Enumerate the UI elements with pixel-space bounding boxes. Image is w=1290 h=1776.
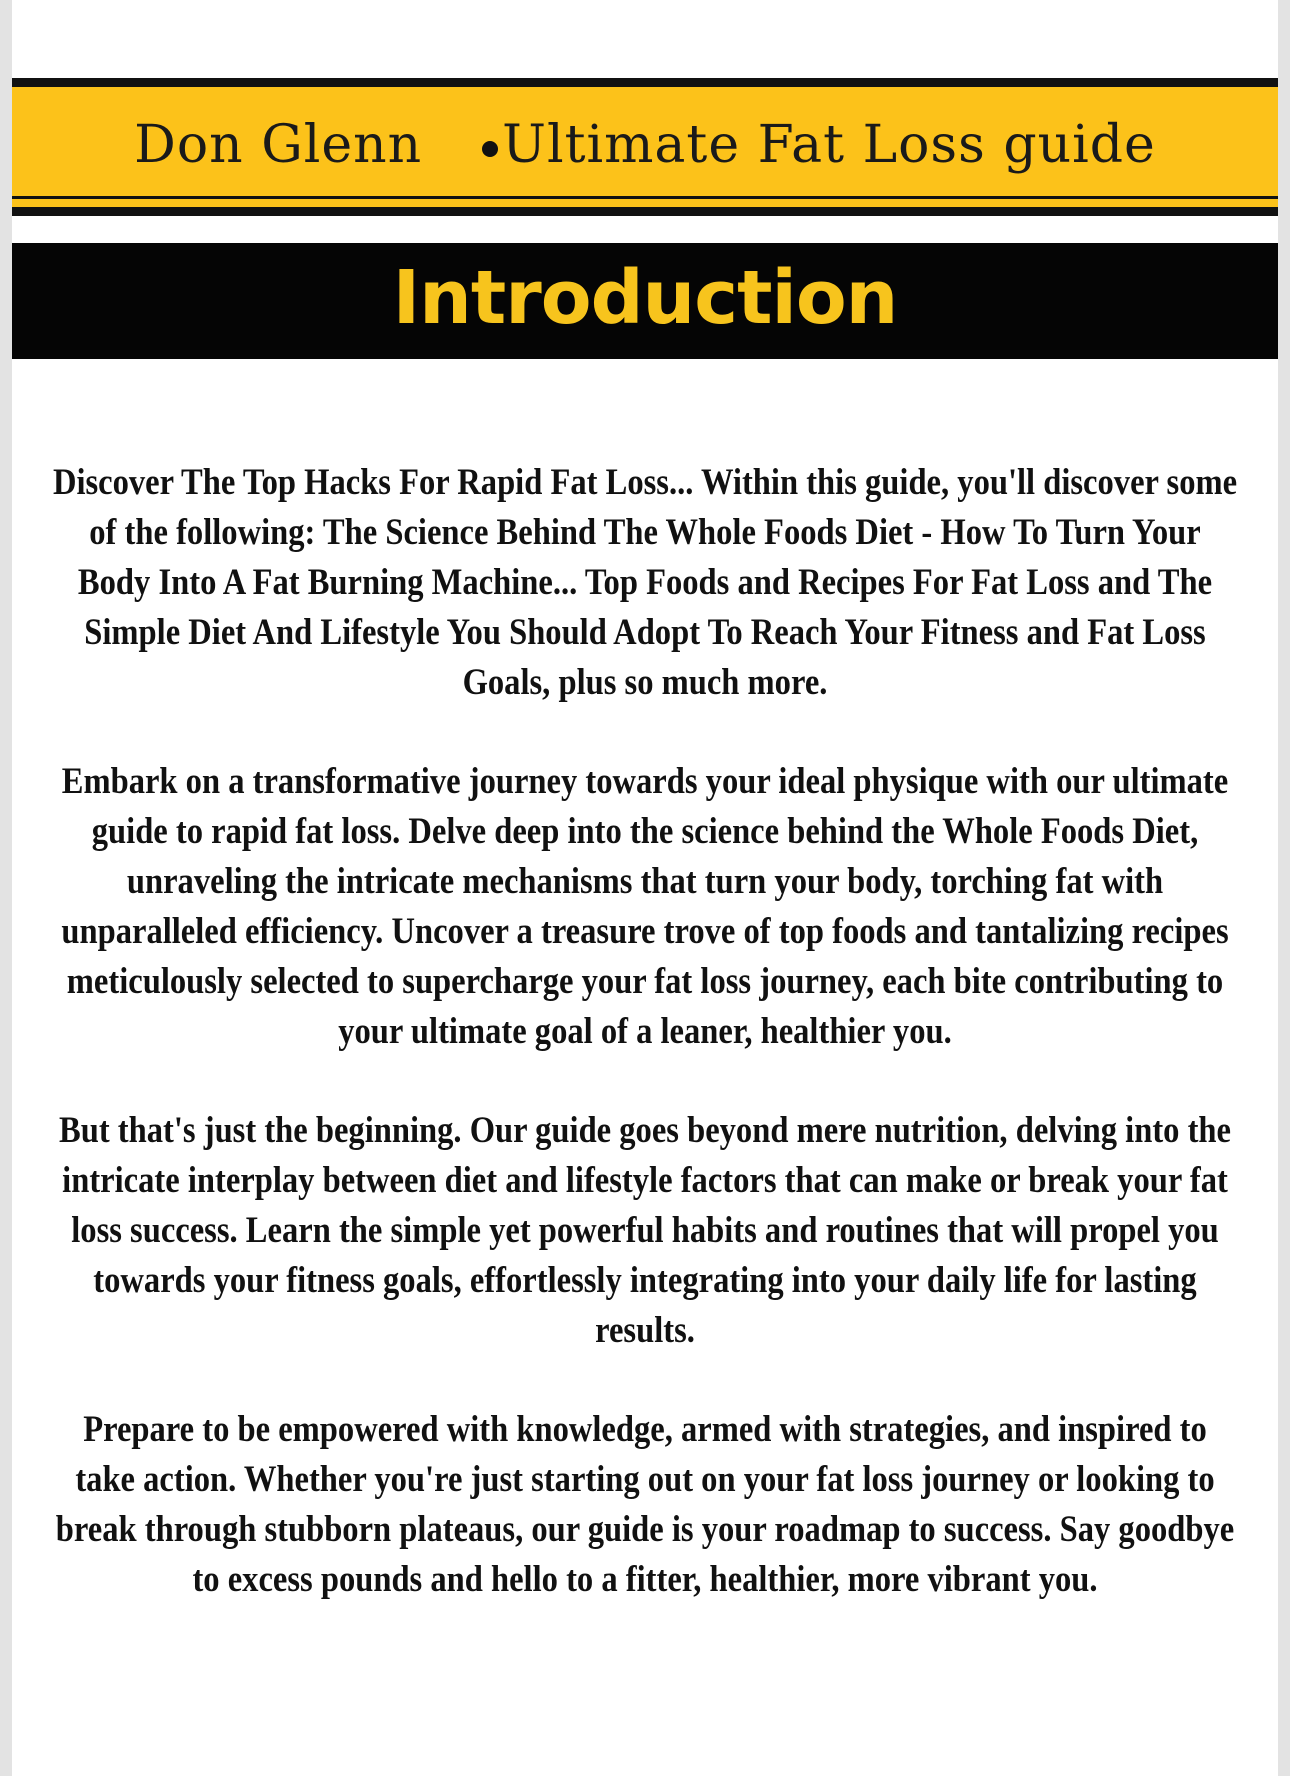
- book-title: Ultimate Fat Loss guide: [502, 115, 1156, 175]
- paragraph-4: Prepare to be empowered with knowledge, armed with strategies, and inspired to take action. Whether you're just starting out on your fat loss journey or looking to break through stubborn plateaus, our guide is your roadmap to success. Say goodbye to excess pounds and hello to a fitter, healthier, more vibrant you.: [55, 1409, 1235, 1600]
- body-content: [50, 458, 1240, 1654]
- paragraph-3: But that's just the beginning. Our guide goes beyond mere nutrition, delving into the intricate interplay between diet and lifestyle factors that can make or break your fat loss success. Learn the simple yet powerful habits and routines that will propel you towards your fitness goals, effortlessly integrating into your daily life for lasting results.: [58, 1110, 1231, 1351]
- section-title-bar: [12, 243, 1278, 359]
- header-title: [12, 115, 1278, 175]
- section-title: Introduction: [392, 255, 898, 341]
- paragraph-2: Embark on a transformative journey towards your ideal physique with our ultimate guide to rapid fat loss. Delve deep into the science behind the Whole Foods Diet, unraveling the intricate mechanisms that turn your body, torching fat with unparalleled efficiency. Uncover a treasure trove of top foods and tantalizing recipes meticulously selected to supercharge your fat loss journey, each bite contributing to your ultimate goal of a leaner, healthier you.: [61, 761, 1229, 1052]
- author-name: Don Glenn: [134, 115, 423, 175]
- bullet-separator-icon: [482, 141, 498, 157]
- paragraph-1: Discover The Top Hacks For Rapid Fat Loss... Within this guide, you'll discover some of the following: The Science Behind The Whole Foods Diet - How To Turn Your Body Into A Fat Burning Machine... Top Foods and Recipes For Fat Loss and The Simple Diet And Lifestyle You Should Adopt To Reach Your Fitness and Fat Loss Goals, plus so much more.: [52, 462, 1238, 703]
- header-band: [12, 78, 1278, 216]
